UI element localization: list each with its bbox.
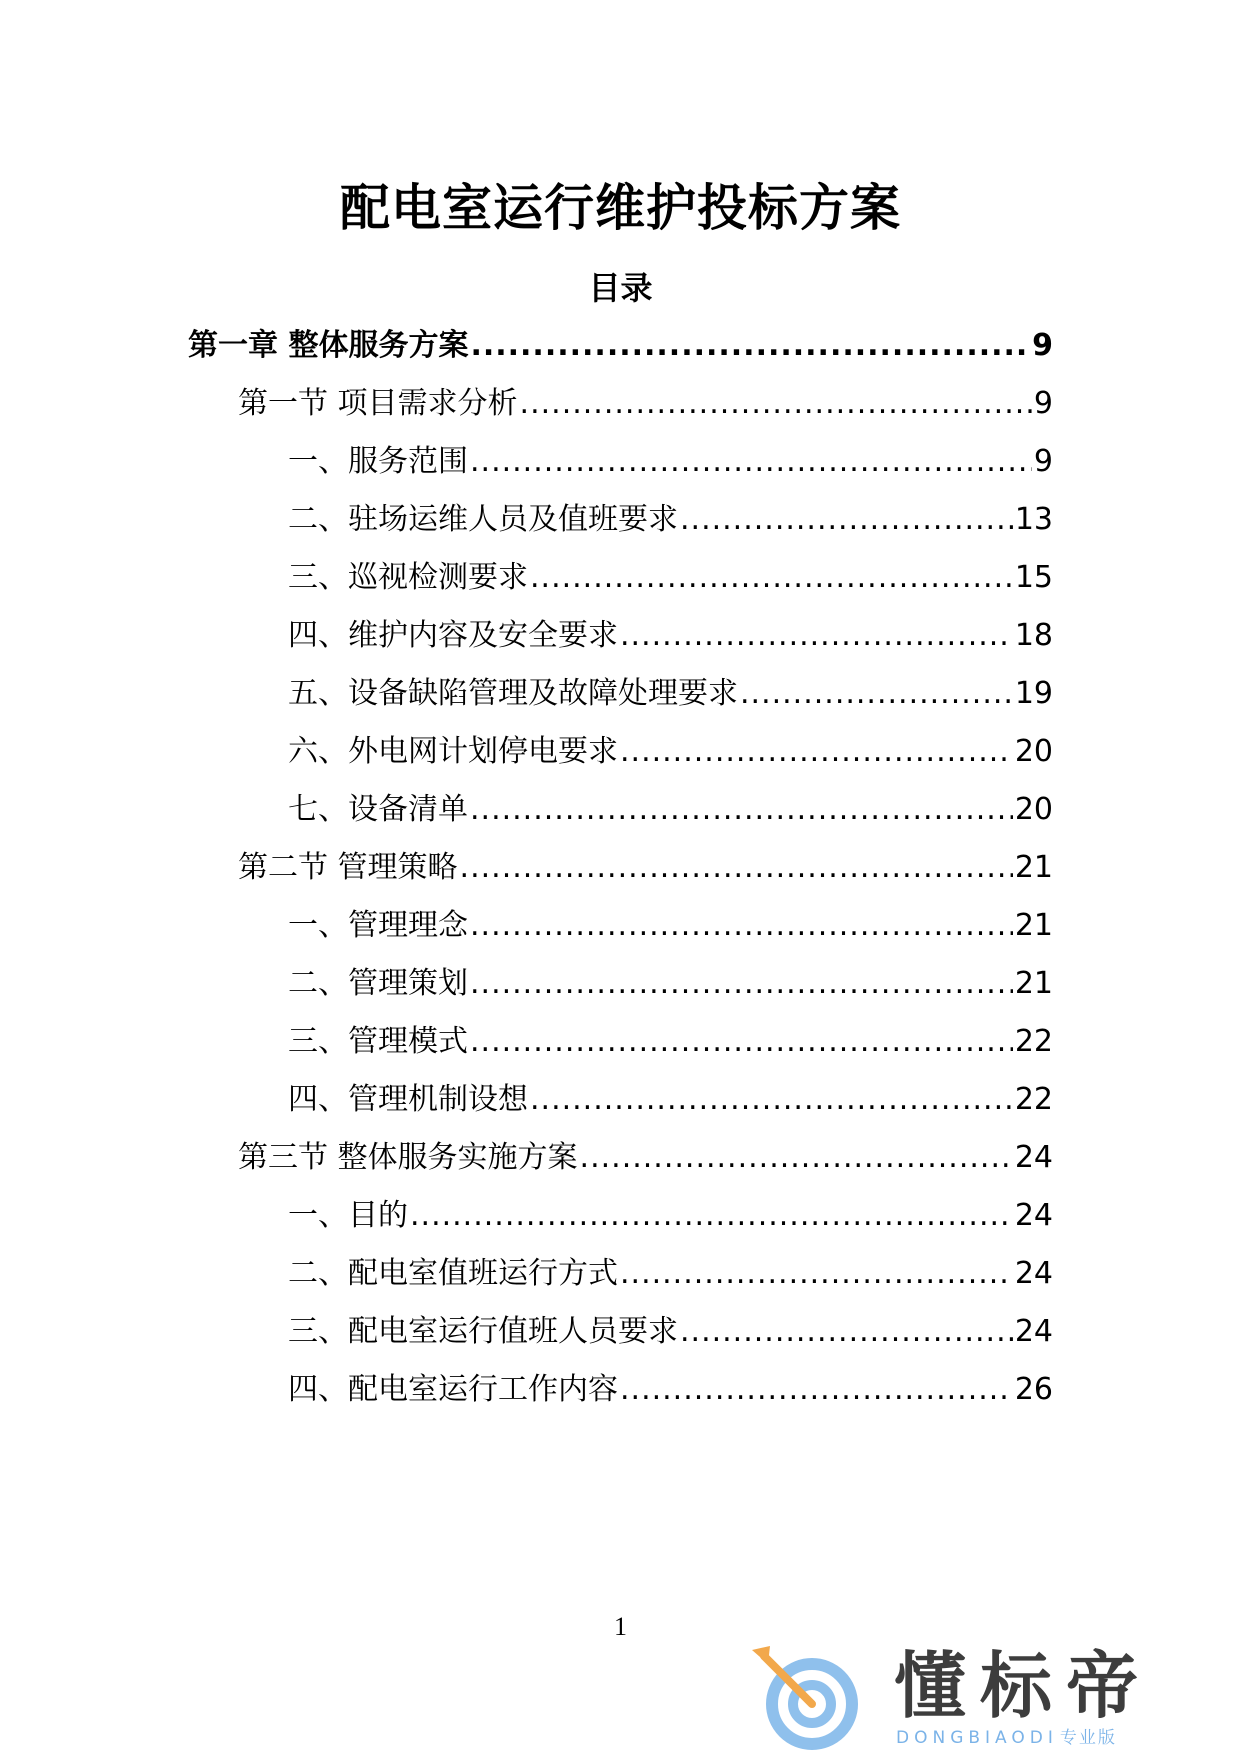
toc-entry[interactable] [238, 384, 1053, 424]
toc-entry-label: 第一章 整体服务方案 [188, 328, 469, 363]
toc-entry[interactable] [288, 500, 1053, 540]
watermark-subtitle [896, 1728, 1117, 1748]
toc-entry[interactable] [288, 1080, 1053, 1120]
watermark-brand: 懂标帝 [894, 1644, 1153, 1728]
toc-entry-page: 15 [1014, 560, 1053, 595]
toc-entry-label: 六、外电网计划停电要求 [288, 734, 618, 769]
toc-entry-page: 9 [1033, 386, 1053, 421]
toc-entry-label: 一、目的 [288, 1198, 408, 1233]
toc-entry-label: 第二节 管理策略 [238, 850, 458, 885]
toc-entry-page: 21 [1014, 966, 1053, 1001]
toc-leader [520, 384, 1032, 424]
toc-entry-page: 22 [1014, 1024, 1053, 1059]
toc-entry-page: 19 [1014, 676, 1053, 711]
toc-leader [620, 1370, 1013, 1410]
toc-leader [470, 790, 1013, 830]
toc-entry-page: 20 [1014, 792, 1053, 827]
toc-entry[interactable] [288, 1022, 1053, 1062]
toc-entry-label: 七、设备清单 [288, 792, 468, 827]
toc-leader [530, 1080, 1013, 1120]
document-title: 配电室运行维护投标方案 [340, 179, 901, 237]
toc-leader [620, 732, 1013, 772]
toc-entry-label: 四、管理机制设想 [288, 1082, 528, 1117]
toc-entry-page: 20 [1014, 734, 1053, 769]
toc-entry[interactable] [288, 790, 1053, 830]
toc-leader [680, 1312, 1013, 1352]
toc-entry-label: 第一节 项目需求分析 [238, 386, 518, 421]
toc-leader [530, 558, 1013, 598]
toc-entry[interactable] [188, 326, 1053, 366]
toc-leader [580, 1138, 1013, 1178]
target-arrow-icon [744, 1640, 884, 1750]
toc-entry-label: 二、配电室值班运行方式 [288, 1256, 618, 1291]
toc-entry-label: 第三节 整体服务实施方案 [238, 1140, 578, 1175]
toc-entry[interactable] [288, 558, 1053, 598]
toc-leader [470, 964, 1013, 1004]
watermark-latin: DONGBIAODI [896, 1728, 1058, 1748]
toc-entry-page: 24 [1014, 1198, 1053, 1233]
toc-entry-label: 一、服务范围 [288, 444, 468, 479]
toc-entry[interactable] [238, 848, 1053, 888]
toc-leader [460, 848, 1013, 888]
toc-entry-label: 一、管理理念 [288, 908, 468, 943]
toc-entry[interactable] [288, 906, 1053, 946]
toc-entry-page: 9 [1033, 444, 1053, 479]
toc-leader [410, 1196, 1013, 1236]
toc-entry[interactable] [238, 1138, 1053, 1178]
toc-entry-label: 五、设备缺陷管理及故障处理要求 [288, 676, 738, 711]
toc-entry[interactable] [288, 442, 1053, 482]
toc-entry[interactable] [288, 1254, 1053, 1294]
toc-entry-page: 9 [1032, 328, 1053, 363]
toc-entry[interactable] [288, 1370, 1053, 1410]
toc-entry-page: 24 [1014, 1140, 1053, 1175]
toc-entry-page: 24 [1014, 1256, 1053, 1291]
toc-entry-label: 三、巡视检测要求 [288, 560, 528, 595]
toc-entry[interactable] [288, 674, 1053, 714]
toc-leader [620, 616, 1013, 656]
toc-entry[interactable] [288, 732, 1053, 772]
toc-entry-page: 13 [1014, 502, 1053, 537]
toc-leader [620, 1254, 1013, 1294]
toc-entry-label: 四、配电室运行工作内容 [288, 1372, 618, 1407]
toc-entry-page: 21 [1014, 850, 1053, 885]
toc-leader [470, 442, 1032, 482]
page-number: 1 [614, 1612, 627, 1641]
toc-leader [470, 906, 1013, 946]
toc-entry-label: 二、管理策划 [288, 966, 468, 1001]
watermark [744, 1640, 1224, 1750]
toc-entry-page: 26 [1014, 1372, 1053, 1407]
toc-entry-label: 二、驻场运维人员及值班要求 [288, 502, 678, 537]
toc-leader [470, 1022, 1013, 1062]
toc-entry-page: 24 [1014, 1314, 1053, 1349]
toc-entry-label: 三、管理模式 [288, 1024, 468, 1059]
toc-entry-page: 18 [1014, 618, 1053, 653]
toc-entry-label: 四、维护内容及安全要求 [288, 618, 618, 653]
toc-entry-page: 21 [1014, 908, 1053, 943]
toc-entry[interactable] [288, 964, 1053, 1004]
toc-entry[interactable] [288, 1196, 1053, 1236]
toc-entry[interactable] [288, 1312, 1053, 1352]
toc-entry-label: 三、配电室运行值班人员要求 [288, 1314, 678, 1349]
toc-leader [470, 326, 1030, 366]
toc-entry[interactable] [288, 616, 1053, 656]
toc-entry-page: 22 [1014, 1082, 1053, 1117]
toc-heading: 目录 [588, 269, 653, 307]
toc-leader [740, 674, 1013, 714]
watermark-edition: 专业版 [1059, 1728, 1117, 1748]
toc-leader [680, 500, 1013, 540]
